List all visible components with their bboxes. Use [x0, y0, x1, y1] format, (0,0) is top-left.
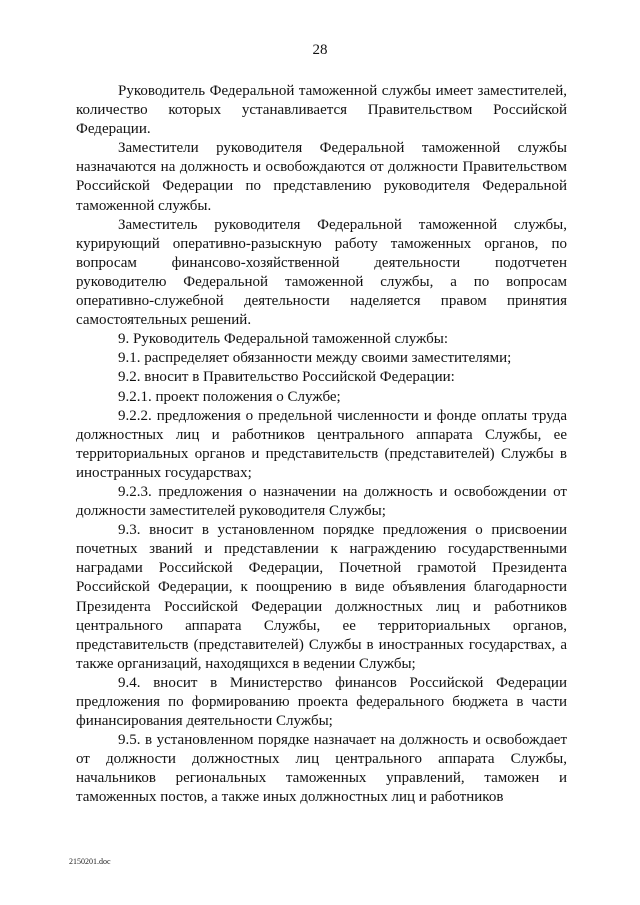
paragraph: 9.2.3. предложения о назначении на должность и освобождении от должности заместителей руководителя Службы;	[76, 483, 567, 520]
file-name-footer: 2150201.doc	[69, 857, 111, 866]
document-body	[76, 82, 567, 808]
paragraph: Заместители руководителя Федеральной таможенной службы назначаются на должность и освобождаются от должности Правительством Российской Федерации по представлению руководителя Федеральной таможенной службы.	[76, 140, 567, 214]
paragraph: Руководитель Федеральной таможенной службы имеет заместителей, количество которых устанавливается Правительством Российской Федерации.	[76, 83, 567, 138]
paragraph: 9.3. вносит в установленном порядке предложения о присвоении почетных званий и представлении к награждению государственными наградами Российской Федерации, Почетной грамотой Президента Российской Федерации, к поощрению в виде объявления благодарности Президента Российской Федерации должностных лиц и работников центрального аппарата Службы, ее территориальных органов, представительств (представителей) Службы в иностранных государствах, а также организаций, находящихся в ведении Службы;	[76, 522, 567, 672]
paragraph: 9.1. распределяет обязанности между своими заместителями;	[118, 350, 512, 367]
paragraph: Заместитель руководителя Федеральной таможенной службы, курирующий оперативно-разыскную работу таможенных органов, по вопросам финансово-хозяйственной деятельности подотчетен руководителю Федеральной таможенной службы, а по вопросам оперативно-служебной деятельности наделяется правом принятия самостоятельных решений.	[76, 216, 567, 329]
paragraph: 9.4. вносит в Министерство финансов Российской Федерации предложения по формированию проекта федерального бюджета в части финансирования деятельности Службы;	[76, 674, 567, 730]
paragraph: 9.2.2. предложения о предельной численности и фонде оплаты труда должностных лиц и работников центрального аппарата Службы, ее территориальных органов и представительств (представителей) Службы в иностранных государствах;	[76, 407, 567, 481]
paragraph: 9. Руководитель Федеральной таможенной службы:	[118, 331, 449, 348]
paragraph: 9.2. вносит в Правительство Российской Федерации:	[118, 369, 455, 386]
paragraph: 9.5. в установленном порядке назначает на должность и освобождает от должности должностных лиц центрального аппарата Службы, начальников региональных таможенных управлений, таможен и таможенных постов, а также иных должностных лиц и работников	[76, 732, 567, 806]
paragraph: 9.2.1. проект положения о Службе;	[118, 388, 341, 405]
page-number: 28	[312, 42, 328, 58]
